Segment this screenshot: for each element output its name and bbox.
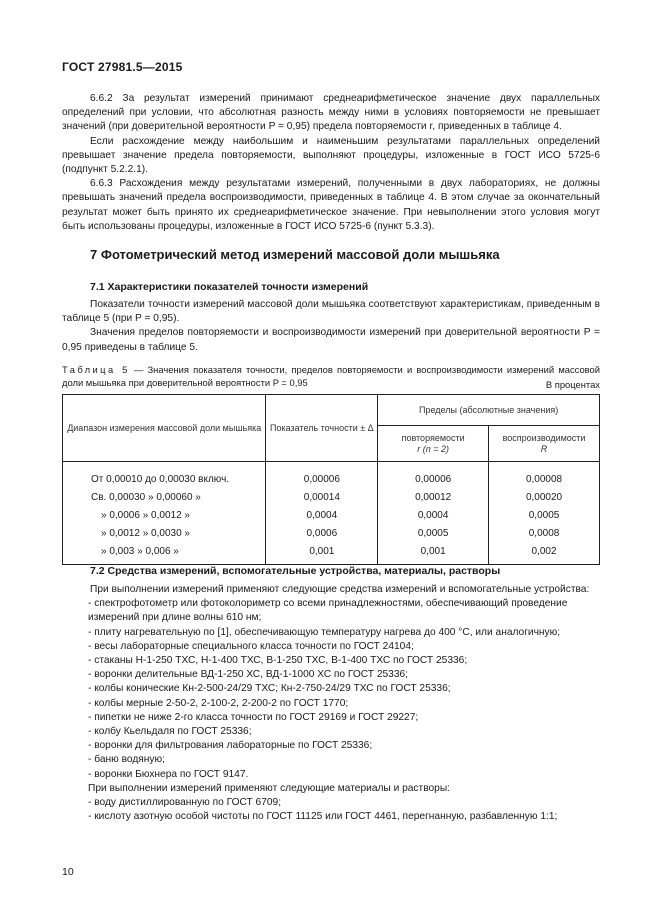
- list-item: - воронки для фильтрования лабораторные по ГОСТ 25336;: [88, 740, 373, 752]
- cell-accuracy: 0,00006: [266, 462, 378, 489]
- cell-range: » 0,003 » 0,006 »: [63, 542, 266, 565]
- header-reproducibility-sub: R: [540, 443, 548, 454]
- table-row: [63, 462, 600, 489]
- cell-reproducibility: 0,0005: [489, 506, 600, 524]
- cell-reproducibility: 0,00008: [489, 462, 600, 489]
- cell-repeatability: 0,00006: [378, 462, 489, 489]
- cell-accuracy: 0,00014: [266, 488, 378, 506]
- table-row: [63, 506, 600, 524]
- header-repeatability-sub: r (n = 2): [417, 443, 450, 454]
- cell-repeatability: 0,00012: [378, 488, 489, 506]
- section-7-1-title: 7.1 Характеристики показателей точности измерений: [90, 281, 369, 293]
- paragraph-6-6-3: 6.6.3 Расхождения между результатами измерений, полученными в двух лабораториях, не должны превышать значений предела воспроизводимости, приведенных в таблице 4. В этом случае за окончательный результат может быть принято их среднеарифметическое значение. При невыполнении этого условия могут быть использованы процедуры, изложенные в ГОСТ ИСО 5725-6 (пункт 5.3.3).: [62, 178, 600, 232]
- cell-reproducibility: 0,002: [489, 542, 600, 565]
- cell-range: От 0,00010 до 0,00030 включ.: [63, 462, 266, 489]
- table-5-caption-text: — Значения показателя точности, пределов повторяемости и воспроизводимости измерений массовой доли мышьяка при доверительной вероятности P = 0,95: [62, 364, 600, 388]
- cell-reproducibility: 0,00020: [489, 488, 600, 506]
- section-7-title: 7 Фотометрический метод измерений массовой доли мышьяка: [90, 247, 500, 262]
- list-item: - кислоту азотную особой чистоты по ГОСТ 11125 или ГОСТ 4461, перегнанную, разбавленную 1:1;: [88, 811, 558, 823]
- table-5-label: Таблица 5: [62, 364, 130, 375]
- table-row: [63, 542, 600, 565]
- paragraph-repeatability: Если расхождение между наибольшим и наименьшим результатами параллельных определений превышает значение предела повторяемости, выполняют процедуры, изложенные в ГОСТ ИСО 5725-6 (подпункт 5.2.2.1).: [62, 135, 600, 176]
- materials-intro: При выполнении измерений применяют следующие материалы и растворы:: [88, 782, 450, 794]
- cell-reproducibility: 0,0008: [489, 524, 600, 542]
- header-reproducibility-label: воспроизводимости: [502, 432, 586, 443]
- header-accuracy: Показатель точности ± Δ: [266, 395, 378, 462]
- section-7-2-title: 7.2 Средства измерений, вспомогательные устройства, материалы, растворы: [90, 565, 501, 577]
- table-row: [63, 488, 600, 506]
- cell-range: » 0,0006 » 0,0012 »: [63, 506, 266, 524]
- list-item: - колбы мерные 2-50-2, 2-100-2, 2-200-2 по ГОСТ 1770;: [88, 697, 349, 709]
- cell-repeatability: 0,0004: [378, 506, 489, 524]
- paragraph-7-1-b: Значения пределов повторяемости и воспроизводимости измерений при доверительной вероятности P = 0,95 приведены в таблице 5.: [62, 327, 600, 353]
- cell-repeatability: 0,0005: [378, 524, 489, 542]
- cell-accuracy: 0,0004: [266, 506, 378, 524]
- header-limits: Пределы (абсолютные значения): [378, 395, 600, 426]
- cell-range: Св. 0,00030 » 0,00060 »: [63, 488, 266, 506]
- document-id: ГОСТ 27981.5—2015: [62, 60, 183, 74]
- header-repeatability-label: повторяемости: [401, 432, 465, 443]
- section-7-1-text: [62, 298, 600, 355]
- cell-range: » 0,0012 » 0,0030 »: [63, 524, 266, 542]
- list-item: - колбу Кьельдаля по ГОСТ 25336;: [88, 726, 252, 738]
- header-reproducibility: [489, 426, 600, 462]
- table-5-caption: [62, 363, 600, 389]
- list-item: - спектрофотометр или фотоколориметр со всеми принадлежностями, обеспечивающий проведение измерений при длине волны 610 нм;: [88, 598, 568, 624]
- cell-accuracy: 0,001: [266, 542, 378, 565]
- header-range: Диапазон измерения массовой доли мышьяка: [63, 395, 266, 462]
- list-item: - плиту нагревательную по [1], обеспечивающую температуру нагрева до 400 °С, или аналогичную;: [88, 626, 561, 638]
- paragraph-6-6-2: 6.6.2 За результат измерений принимают среднеарифметическое значение двух параллельных определений при условии, что абсолютная разность между ними в условиях повторяемости не превышает значений (при доверительной вероятности P = 0,95) предела повторяемости r, приведенных в таблице 4.: [62, 93, 600, 133]
- list-item: - воронки Бюхнера по ГОСТ 9147.: [88, 768, 249, 780]
- cell-repeatability: 0,001: [378, 542, 489, 565]
- list-item: - стаканы Н-1-250 ТХС, Н-1-400 ТХС, В-1-250 ТХС, В-1-400 ТХС по ГОСТ 25336;: [88, 655, 468, 667]
- list-item: - воронки делительные ВД-1-250 ХС, ВД-1-1000 ХС по ГОСТ 25336;: [88, 669, 408, 681]
- list-item: - воду дистиллированную по ГОСТ 6709;: [88, 797, 282, 809]
- paragraph-7-1-a: Показатели точности измерений массовой доли мышьяка соответствуют характеристикам, приведенным в таблице 5 (при P = 0,95).: [62, 299, 600, 325]
- list-item: - пипетки не ниже 2-го класса точности по ГОСТ 29169 и ГОСТ 29227;: [88, 711, 419, 723]
- page-number: 10: [62, 866, 74, 878]
- section-6-text: [62, 92, 600, 234]
- equipment-intro: При выполнении измерений применяют следующие средства измерений и вспомогательные устройства:: [90, 584, 590, 595]
- table-5: [62, 394, 600, 565]
- table-5-unit: В процентах: [545, 379, 600, 390]
- table-row: [63, 524, 600, 542]
- list-item: - колбы конические Кн-2-500-24/29 ТХС; Кн-2-750-24/29 ТХС по ГОСТ 25336;: [88, 683, 451, 695]
- list-item: - баню водяную;: [88, 754, 165, 766]
- cell-accuracy: 0,0006: [266, 524, 378, 542]
- list-item: - весы лабораторные специального класса точности по ГОСТ 24104;: [88, 640, 414, 652]
- equipment-list: [62, 583, 600, 824]
- header-repeatability: [378, 426, 489, 462]
